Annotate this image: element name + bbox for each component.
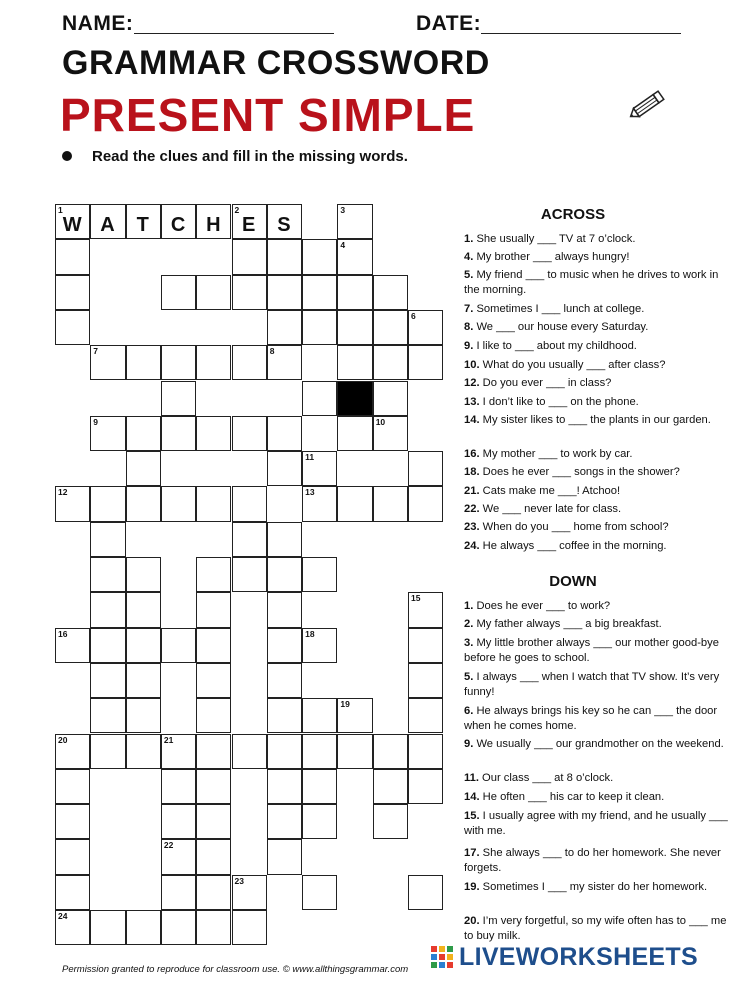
clue-text: My father always ___ a big breakfast. bbox=[476, 618, 662, 630]
clue-text: She always ___ to do her homework. She never forgets. bbox=[464, 847, 721, 875]
clue-number: 12 bbox=[58, 487, 68, 498]
crossword-cell[interactable] bbox=[267, 557, 302, 592]
example-letter: S bbox=[277, 214, 292, 236]
crossword-cell[interactable] bbox=[126, 910, 161, 945]
crossword-cell[interactable] bbox=[373, 310, 408, 345]
clue-text: We usually ___ our grandmother on the weekend. bbox=[476, 738, 724, 750]
down-clue bbox=[464, 737, 729, 752]
crossword-cell[interactable] bbox=[161, 204, 196, 239]
clue-number: 4 bbox=[340, 240, 346, 251]
down-clue bbox=[464, 914, 729, 944]
clue-number: 6 bbox=[411, 310, 416, 321]
clue-num: 24. bbox=[464, 540, 480, 552]
crossword-cell[interactable] bbox=[337, 486, 372, 521]
crossword-cell[interactable] bbox=[408, 875, 443, 910]
clue-text: Do you ever ___ in class? bbox=[482, 377, 612, 389]
clue-text: She usually ___ TV at 7 o’clock. bbox=[476, 233, 636, 245]
across-clue bbox=[464, 232, 729, 247]
clue-text: My sister likes to ___ the plants in our garden. bbox=[482, 414, 711, 426]
crossword-cell[interactable] bbox=[126, 451, 161, 486]
crossword-cell[interactable] bbox=[302, 275, 337, 310]
crossword-cell[interactable] bbox=[337, 345, 372, 380]
crossword-cell[interactable] bbox=[408, 310, 443, 345]
clue-text: Sometimes I ___ my sister do her homework. bbox=[482, 881, 708, 893]
crossword-cell[interactable] bbox=[232, 204, 267, 239]
clue-number: 9 bbox=[93, 416, 99, 427]
crossword-cell[interactable] bbox=[90, 628, 125, 663]
crossword-cell[interactable] bbox=[55, 875, 90, 910]
crossword-cell[interactable] bbox=[196, 416, 231, 451]
crossword-cell[interactable] bbox=[302, 239, 337, 274]
logo-text: LIVEWORKSHEETS bbox=[459, 942, 698, 971]
clue-num: 4. bbox=[464, 251, 474, 263]
crossword-cell[interactable] bbox=[55, 239, 90, 274]
crossword-cell[interactable] bbox=[267, 698, 302, 733]
crossword-cell[interactable] bbox=[373, 275, 408, 310]
clue-text: Cats make me ___! Atchoo! bbox=[482, 485, 621, 497]
crossword-cell[interactable] bbox=[267, 310, 302, 345]
crossword-cell[interactable] bbox=[373, 416, 408, 451]
crossword-cell[interactable] bbox=[408, 769, 443, 804]
clue-text: I’m very forgetful, so my wife often has to ___ me to buy milk. bbox=[464, 915, 727, 943]
clue-num: 9. bbox=[464, 738, 474, 750]
clue-text: Sometimes I ___ lunch at college. bbox=[476, 303, 645, 315]
clue-number: 24 bbox=[58, 911, 68, 921]
crossword-cell[interactable] bbox=[196, 769, 231, 804]
page-title: GRAMMAR CROSSWORD bbox=[62, 44, 490, 82]
clue-text: I always ___ when I watch that TV show. It’s very funny! bbox=[464, 671, 720, 699]
crossword-cell[interactable] bbox=[90, 734, 125, 769]
across-clue bbox=[464, 502, 729, 517]
crossword-cell[interactable] bbox=[267, 663, 302, 698]
logo-grid-icon bbox=[430, 945, 456, 969]
crossword-cell[interactable] bbox=[196, 275, 231, 310]
example-letter: H bbox=[206, 214, 222, 236]
crossword-cell[interactable] bbox=[337, 310, 372, 345]
clue-number: 11 bbox=[305, 452, 315, 463]
clue-text: We ___ never late for class. bbox=[482, 503, 622, 515]
clue-num: 21. bbox=[464, 485, 480, 497]
crossword-cell[interactable] bbox=[302, 451, 337, 486]
clue-number: 21 bbox=[163, 734, 174, 745]
crossword-cell[interactable] bbox=[232, 275, 267, 310]
crossword-cell[interactable] bbox=[196, 592, 231, 627]
crossword-cell[interactable] bbox=[196, 910, 231, 945]
clue-number: 23 bbox=[234, 875, 244, 886]
crossword-cell[interactable] bbox=[55, 628, 90, 663]
crossword-cell[interactable] bbox=[55, 804, 90, 839]
clue-number: 20 bbox=[58, 734, 68, 745]
clue-text: Does he ever ___ songs in the shower? bbox=[482, 466, 680, 478]
clue-num: 9. bbox=[464, 340, 474, 352]
clue-number: 8 bbox=[269, 346, 275, 357]
crossword-cell[interactable] bbox=[90, 910, 125, 945]
crossword-cell[interactable] bbox=[90, 416, 125, 451]
clue-text: We ___ our house every Saturday. bbox=[476, 321, 649, 333]
clue-num: 19. bbox=[464, 881, 480, 893]
clue-text: I don’t like to ___ on the phone. bbox=[482, 396, 639, 408]
clue-num: 13. bbox=[464, 396, 480, 408]
crossword-cell[interactable] bbox=[90, 522, 125, 557]
crossword-cell[interactable] bbox=[337, 204, 372, 239]
clue-num: 14. bbox=[464, 414, 480, 426]
crossword-cell[interactable] bbox=[55, 910, 90, 945]
page-subtitle: PRESENT SIMPLE bbox=[60, 89, 476, 141]
crossword-cell[interactable] bbox=[267, 592, 302, 627]
crossword-cell[interactable] bbox=[267, 839, 302, 874]
down-clue bbox=[464, 880, 729, 895]
clue-num: 5. bbox=[464, 269, 474, 281]
liveworksheets-logo bbox=[430, 943, 698, 971]
crossword-cell[interactable] bbox=[267, 804, 302, 839]
crossword-cell[interactable] bbox=[161, 345, 196, 380]
crossword-cell[interactable] bbox=[126, 486, 161, 521]
clue-number: 13 bbox=[305, 487, 315, 498]
crossword-cell[interactable] bbox=[90, 486, 125, 521]
crossword-cell[interactable] bbox=[196, 204, 231, 239]
clue-num: 11. bbox=[464, 772, 479, 784]
clue-text: He always ___ coffee in the morning. bbox=[482, 540, 667, 552]
crossword-cell[interactable] bbox=[161, 910, 196, 945]
crossword-cell[interactable] bbox=[267, 204, 302, 239]
down-clue bbox=[464, 771, 729, 786]
across-clue bbox=[464, 484, 729, 499]
clue-num: 7. bbox=[464, 303, 474, 315]
crossword-cell[interactable] bbox=[408, 592, 443, 627]
crossword-cell[interactable] bbox=[55, 204, 90, 239]
crossword-cell[interactable] bbox=[408, 628, 443, 663]
crossword-cell[interactable] bbox=[408, 698, 443, 733]
example-letter: A bbox=[100, 214, 116, 236]
crossword-cell[interactable] bbox=[373, 734, 408, 769]
crossword-cell[interactable] bbox=[161, 875, 196, 910]
clue-number: 10 bbox=[375, 416, 386, 427]
crossword-cell[interactable] bbox=[267, 769, 302, 804]
crossword-cell[interactable] bbox=[126, 592, 161, 627]
crossword-cell[interactable] bbox=[408, 451, 443, 486]
across-clue bbox=[464, 320, 729, 335]
clue-number: 18 bbox=[305, 628, 315, 639]
crossword-cell[interactable] bbox=[232, 522, 267, 557]
clue-num: 3. bbox=[464, 637, 474, 649]
clue-num: 18. bbox=[464, 466, 480, 478]
crossword-cell[interactable] bbox=[302, 734, 337, 769]
crossword-cell[interactable] bbox=[90, 663, 125, 698]
clue-number: 15 bbox=[411, 593, 421, 604]
clue-text: I like to ___ about my childhood. bbox=[476, 340, 637, 352]
clue-text: He often ___ his car to keep it clean. bbox=[482, 791, 665, 803]
crossword-cell[interactable] bbox=[196, 734, 231, 769]
down-clue bbox=[464, 617, 729, 632]
crossword-cell[interactable] bbox=[161, 839, 196, 874]
crossword-cell[interactable] bbox=[232, 239, 267, 274]
clue-number: 1 bbox=[58, 205, 63, 215]
crossword-cell[interactable] bbox=[55, 839, 90, 874]
down-clue bbox=[464, 846, 729, 876]
across-clue bbox=[464, 250, 729, 265]
across-clue bbox=[464, 539, 729, 554]
crossword-cell[interactable] bbox=[161, 734, 196, 769]
crossword-cell[interactable] bbox=[232, 345, 267, 380]
crossword-cell[interactable] bbox=[196, 663, 231, 698]
down-clue bbox=[464, 790, 729, 805]
clue-text: My mother ___ to work by car. bbox=[482, 448, 633, 460]
across-clue bbox=[464, 413, 729, 428]
crossword-cell[interactable] bbox=[267, 522, 302, 557]
crossword-cell[interactable] bbox=[196, 804, 231, 839]
crossword-cell[interactable] bbox=[196, 557, 231, 592]
clue-number: 16 bbox=[58, 628, 68, 639]
crossword-cell[interactable] bbox=[373, 345, 408, 380]
clue-text: My friend ___ to music when he drives to work in the morning. bbox=[464, 269, 719, 297]
clue-num: 12. bbox=[464, 377, 480, 389]
crossword-cell[interactable] bbox=[55, 486, 90, 521]
crossword-cell[interactable] bbox=[373, 486, 408, 521]
clue-num: 17. bbox=[464, 847, 480, 859]
crossword-cell[interactable] bbox=[90, 345, 125, 380]
crossword-cell[interactable] bbox=[302, 628, 337, 663]
down-clue bbox=[464, 670, 729, 700]
crossword-cell[interactable] bbox=[302, 804, 337, 839]
clue-number: 2 bbox=[234, 205, 240, 215]
crossword-cell[interactable] bbox=[408, 663, 443, 698]
crossword-cell[interactable] bbox=[126, 628, 161, 663]
clue-num: 8. bbox=[464, 321, 474, 333]
crossword-cell[interactable] bbox=[196, 486, 231, 521]
crossword-cell[interactable] bbox=[267, 239, 302, 274]
across-clue bbox=[464, 358, 729, 373]
crossword-cell[interactable] bbox=[90, 557, 125, 592]
across-clue bbox=[464, 520, 729, 535]
clue-text: My brother ___ always hungry! bbox=[476, 251, 630, 263]
crossword-cell[interactable] bbox=[267, 451, 302, 486]
crossword-cell[interactable] bbox=[337, 734, 372, 769]
crossword-cell[interactable] bbox=[232, 910, 267, 945]
name-label: NAME: bbox=[62, 12, 134, 35]
instructions: Read the clues and fill in the missing words. bbox=[92, 148, 408, 165]
clue-text: I usually agree with my friend, and he usually ___ with me. bbox=[464, 810, 728, 838]
crossword-cell[interactable] bbox=[90, 698, 125, 733]
down-heading: DOWN bbox=[549, 573, 597, 590]
crossword-cell[interactable] bbox=[302, 310, 337, 345]
crossword-cell[interactable] bbox=[55, 734, 90, 769]
clue-number: 7 bbox=[93, 346, 99, 357]
crossword-cell[interactable] bbox=[337, 239, 372, 274]
crossword-cell[interactable] bbox=[126, 204, 161, 239]
example-letter: W bbox=[62, 214, 83, 236]
crossword-cell[interactable] bbox=[302, 698, 337, 733]
crossword-cell[interactable] bbox=[161, 275, 196, 310]
crossword-cell[interactable] bbox=[267, 416, 302, 451]
crossword-cell[interactable] bbox=[55, 310, 90, 345]
crossword-cell[interactable] bbox=[161, 804, 196, 839]
clue-num: 1. bbox=[464, 233, 474, 245]
across-clue bbox=[464, 302, 729, 317]
crossword-cell[interactable] bbox=[161, 769, 196, 804]
crossword-cell[interactable] bbox=[408, 734, 443, 769]
crossword-cell[interactable] bbox=[126, 416, 161, 451]
down-clue bbox=[464, 704, 729, 734]
crossword-cell[interactable] bbox=[267, 345, 302, 380]
clue-num: 1. bbox=[464, 600, 474, 612]
clue-num: 2. bbox=[464, 618, 474, 630]
crossword-cell[interactable] bbox=[161, 486, 196, 521]
example-letter: T bbox=[136, 214, 150, 236]
clue-num: 23. bbox=[464, 521, 480, 533]
down-clue bbox=[464, 809, 729, 839]
clue-num: 15. bbox=[464, 810, 480, 822]
crossword-cell[interactable] bbox=[161, 628, 196, 663]
clue-num: 10. bbox=[464, 359, 480, 371]
across-clue bbox=[464, 268, 729, 298]
down-clue bbox=[464, 599, 729, 614]
date-label: DATE: bbox=[416, 12, 482, 35]
clue-num: 16. bbox=[464, 448, 480, 460]
crossword-cell[interactable] bbox=[267, 275, 302, 310]
across-clue bbox=[464, 465, 729, 480]
crossword-cell[interactable] bbox=[196, 345, 231, 380]
clue-text: When do you ___ home from school? bbox=[482, 521, 669, 533]
crossword-cell[interactable] bbox=[232, 557, 267, 592]
crossword-cell[interactable] bbox=[232, 734, 267, 769]
clue-num: 6. bbox=[464, 705, 474, 717]
clue-num: 22. bbox=[464, 503, 480, 515]
crossword-cell[interactable] bbox=[302, 557, 337, 592]
crossword-cell[interactable] bbox=[302, 875, 337, 910]
crossword-cell[interactable] bbox=[196, 628, 231, 663]
example-letter: E bbox=[241, 214, 257, 236]
crossword-cell[interactable] bbox=[302, 486, 337, 521]
crossword-cell[interactable] bbox=[232, 416, 267, 451]
crossword-cell[interactable] bbox=[90, 204, 125, 239]
clue-number: 3 bbox=[340, 205, 346, 215]
crossword-cell[interactable] bbox=[302, 381, 337, 416]
clue-num: 5. bbox=[464, 671, 474, 683]
crossword-cell[interactable] bbox=[196, 839, 231, 874]
crossword-cell[interactable] bbox=[196, 698, 231, 733]
copyright-footer: Permission granted to reproduce for classroom use. © www.allthingsgrammar.com bbox=[62, 964, 409, 975]
crossword-cell[interactable] bbox=[302, 769, 337, 804]
crossword-cell[interactable] bbox=[267, 734, 302, 769]
clue-text: Our class ___ at 8 o’clock. bbox=[482, 772, 614, 784]
crossword-cell[interactable] bbox=[373, 769, 408, 804]
clue-number: 19 bbox=[340, 699, 350, 710]
clue-num: 14. bbox=[464, 791, 480, 803]
clue-number: 22 bbox=[163, 840, 174, 851]
crossword-cell[interactable] bbox=[337, 275, 372, 310]
crossword-cell[interactable] bbox=[373, 804, 408, 839]
across-clue bbox=[464, 339, 729, 354]
across-clue bbox=[464, 447, 729, 462]
crossword-cell[interactable] bbox=[232, 875, 267, 910]
clue-text: He always brings his key so he can ___ the door when he comes home. bbox=[464, 705, 718, 733]
crossword-cell[interactable] bbox=[55, 769, 90, 804]
across-clue bbox=[464, 395, 729, 410]
across-clue bbox=[464, 376, 729, 391]
crossword-cell[interactable] bbox=[126, 698, 161, 733]
clue-text: Does he ever ___ to work? bbox=[476, 600, 611, 612]
clue-text: My little brother always ___ our mother good-bye before he goes to school. bbox=[464, 637, 719, 665]
clue-text: What do you usually ___ after class? bbox=[482, 359, 666, 371]
crossword-cell[interactable] bbox=[408, 486, 443, 521]
down-clue bbox=[464, 636, 729, 666]
crossword-cell[interactable] bbox=[373, 381, 408, 416]
crossword-cell[interactable] bbox=[90, 592, 125, 627]
example-letter: C bbox=[170, 214, 187, 236]
across-heading: ACROSS bbox=[540, 206, 606, 223]
crossword-cell[interactable] bbox=[161, 381, 196, 416]
crossword-cell[interactable] bbox=[196, 875, 231, 910]
crossword-cell[interactable] bbox=[126, 557, 161, 592]
crossword-cell[interactable] bbox=[126, 663, 161, 698]
crossword-cell[interactable] bbox=[232, 486, 267, 521]
crossword-cell[interactable] bbox=[55, 275, 90, 310]
crossword-cell[interactable] bbox=[337, 698, 372, 733]
clue-num: 20. bbox=[464, 915, 480, 927]
crossword-cell[interactable] bbox=[161, 416, 196, 451]
crossword-cell[interactable] bbox=[408, 345, 443, 380]
crossword-cell[interactable] bbox=[267, 628, 302, 663]
crossword-cell[interactable] bbox=[337, 416, 372, 451]
blocked-cell bbox=[337, 381, 372, 416]
crossword-cell[interactable] bbox=[126, 345, 161, 380]
crossword-cell[interactable] bbox=[126, 734, 161, 769]
